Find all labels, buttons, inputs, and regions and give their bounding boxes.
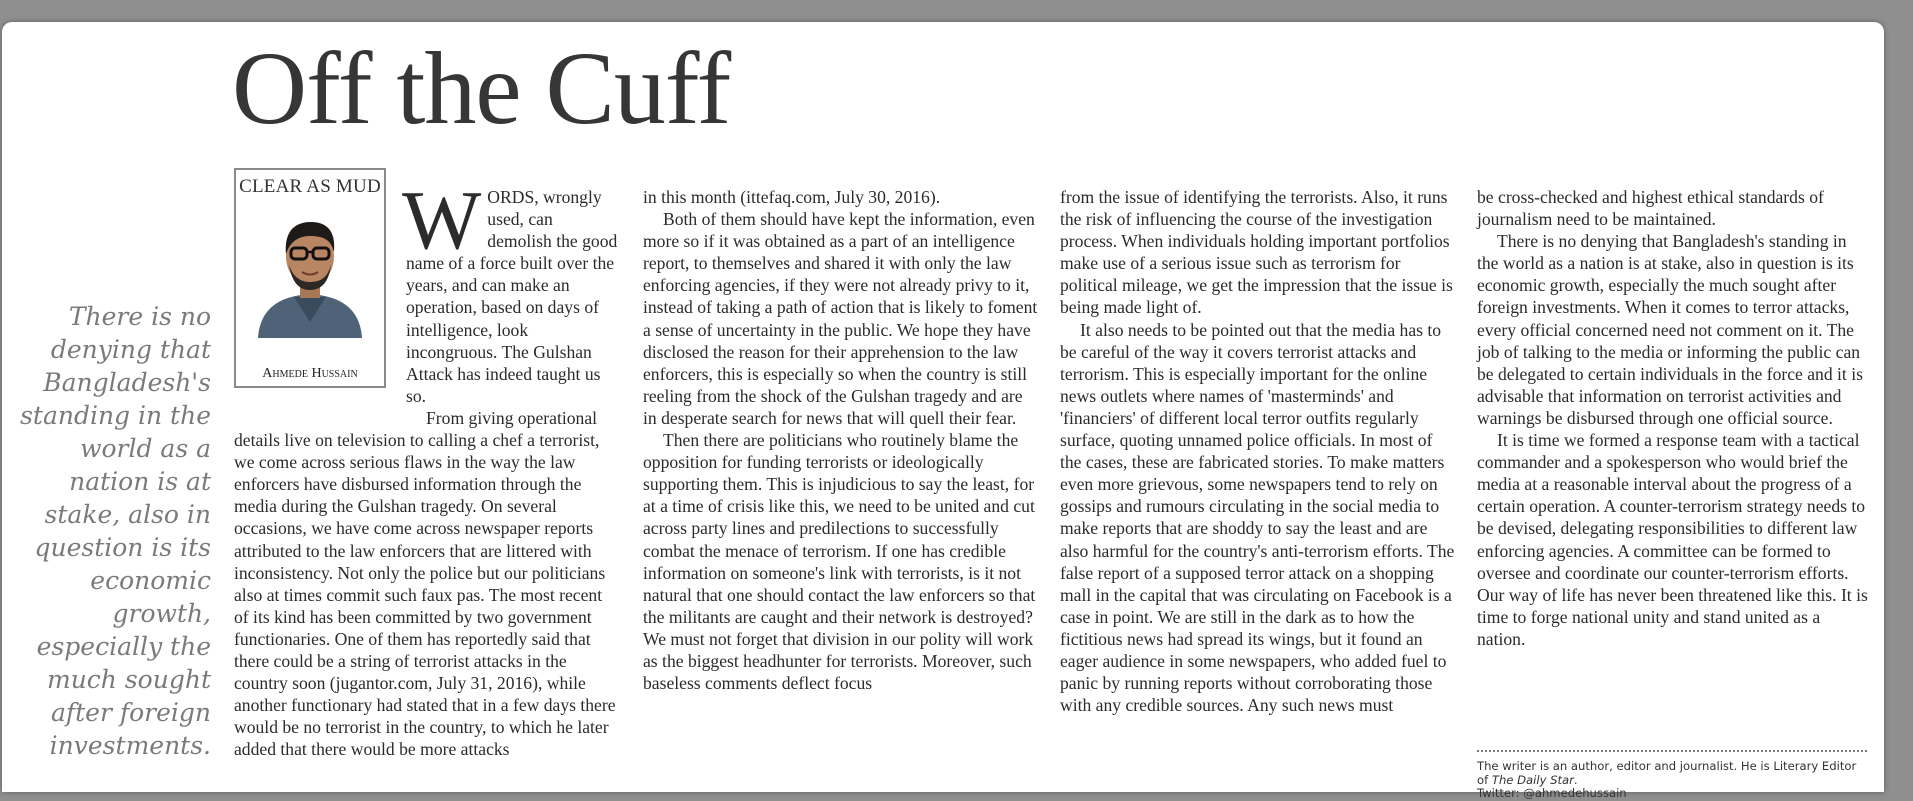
article-paragraph: in this month (ittefaq.com, July 30, 2016). [643,187,941,207]
article-column-2 [643,186,1038,694]
article-paragraph: There is no denying that Bangladesh's standing in the world as a nation is at stake, also in question is its economic growth, especially the much sought after foreign investments. When it comes to terror attacks, every official concerned need not comment on it. The job of talking to the media or informing the public can be delegated to certain individuals in the force and it is advisable that information on terrorist activities and warnings be disbursed through one official source. [1477,231,1863,428]
article-column-1 [234,174,621,760]
author-twitter: Twitter: @ahmedehussain [1477,786,1627,800]
author-footnote [1477,750,1867,801]
article-paragraph: be cross-checked and highest ethical standards of journalism need to be maintained. [1477,187,1824,230]
column-masthead: Off the Cuff [232,31,731,146]
article-paragraph: It is time we formed a response team with a tactical commander and a spokesperson who would brief the media at a reasonable interval about the progress of a certain operation. A counter-terrorism strategy needs to be devised, delegating responsibilities to different law enforcing agencies. A committee can be formed to oversee and coordinate our counter-terrorism efforts. Our way of life has never been threatened like this. It is time to forge national unity and stand united as a nation. [1477,430,1868,649]
article-paragraph: from the issue of identifying the terrorists. Also, it runs the risk of influencing the course of the investigation process. When individuals holding important portfolios make use of a serious issue such as terrorism for political mileage, we get the impression that the issue is being made light of. [1060,187,1453,318]
article-paragraph: From giving operational details live on television to calling a chef a terrorist, we come across serious flaws in the way the law enforcers have disbursed information through the media during the Gulshan tragedy. On several occasions, we have come across newspaper reports attributed to the law enforcers that are littered with inconsistency. Not only the police but our politicians also at times commit such faux pas. The most recent of its kind has been committed by two government functionaries. One of them has reportedly said that there could be a string of terrorist attacks in the country soon (jugantor.com, July 31, 2016), while another functionary had stated that in a few days there would be no terrorist in the country, to which he later added that there would be more attacks [234,407,616,760]
footnote-text: The writer is an author, editor and journalist. He is Literary Editor of [1477,759,1857,787]
article-paragraph: Both of them should have kept the information, even more so if it was obtained as a part of an intelligence report, to themselves and shared it with only the law enforcing agencies, if they were not already privy to it, instead of taking a path of action that is likely to foment a sense of uncertainty in the public. We hope they have disclosed the reason for their apprehension to the law enforcers, this is especially so when the country is still reeling from the shock of the Gulshan tragedy and are in desperate search for news that will quell their fear. [643,209,1038,428]
column-kicker: CLEAR AS MUD [239,176,381,197]
article-column-4 [1477,186,1872,650]
newspaper-page [2,22,1884,800]
article-paragraph: Then there are politicians who routinely blame the opposition for funding terrorists or ideologically supporting them. This is injudicious to say the least, for at a time of crisis like this, we need to be united and cut across party lines and predilections to successfully combat the menace of terrorism. If one has credible information on someone's link with terrorists, is it not natural that one should contact the law enforcers so that the militants are caught and their network is destroyed? We must not forget that division in our polity will work as the biggest headhunter for terrorists. Moreover, such baseless comments deflect focus [643,430,1036,694]
footnote-punct: . [1573,772,1578,787]
article-intro: ORDS, wrongly used, can demolish the good name of a force built over the years, and can make an operation, based on days of intelligence, look incongruous. The Gulshan Attack has indeed taught us so. [406,187,618,406]
pull-quote: There is no denying that Bangladesh's standing in the world as a nation is at stake, also in question is its economic growth, especially the much sought after foreign investments. [20,302,211,760]
article-paragraph: It also needs to be pointed out that the media has to be careful of the way it covers terrorist attacks and terrorism. This is especially important for the online news outlets where names of 'masterminds' and 'financiers' of different local terror outfits regularly surface, quoting unnamed police officials. In most of the cases, these are fabricated stories. To make matters even more grievous, some newspapers tend to rely on gossips and rumours circulating in the social media to make reports that are shoddy to say the least and are also harmful for the country's anti-terrorism efforts. The false report of a supposed terror attack on a shopping mall in the capital that was circulating on Facebook is a case in point. We are still in the dark as to how the fictitious news had spread its wings, but it found an eager audience in some newspapers, who added fuel to panic by running reports without corroborating those with any credible sources. Any such news must [1060,319,1455,716]
article-column-3 [1060,186,1455,716]
drop-cap: W [402,174,482,267]
author-name: Ahmede Hussain [262,366,358,381]
publication-name: The Daily Star [1491,772,1574,787]
